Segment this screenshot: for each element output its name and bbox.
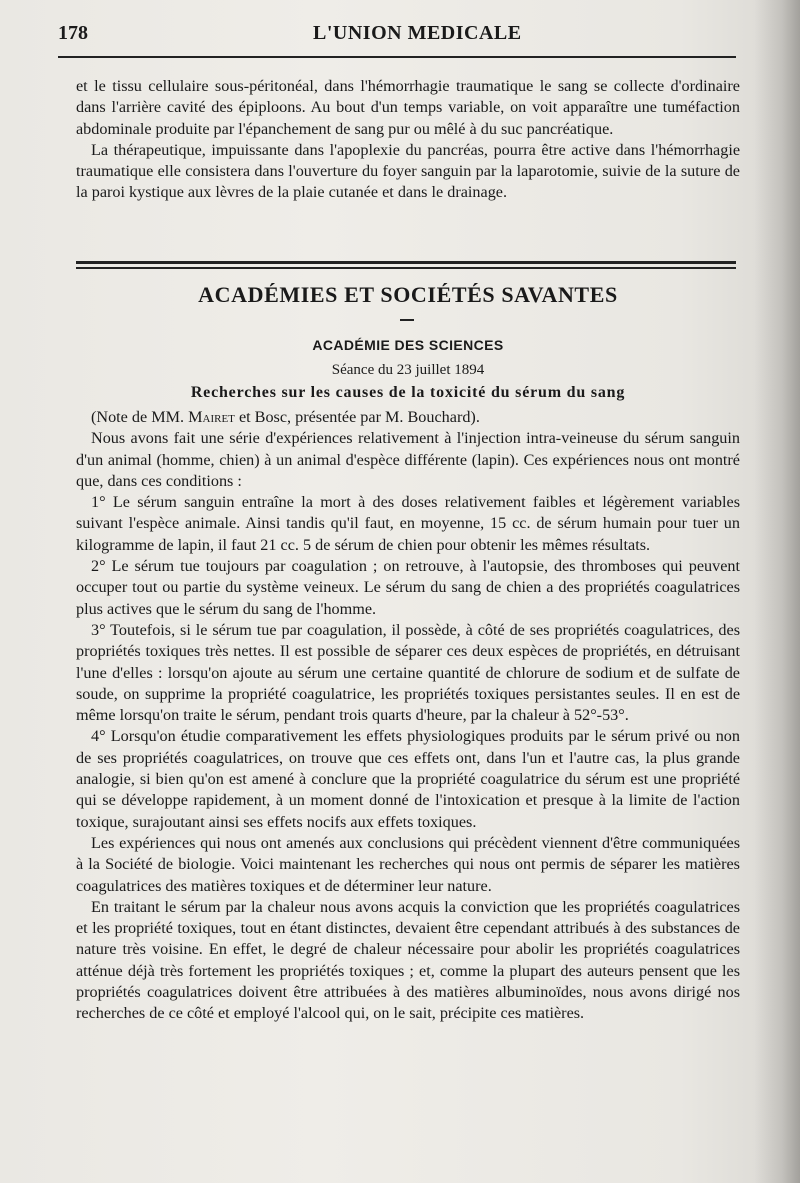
journal-title: L'UNION MEDICALE [313,22,522,44]
paragraph: et le tissu cellulaire sous-péritonéal, dans l'hémorrhagie traumatique le sang se collecte d'ordinaire dans l'arrière cavité des épiploons. Au bout d'un temps variable, on voit apparaître une tuméfaction abdominale produite par l'épanchement de sang pur ou mêlé à du suc pancréatique. [76,77,740,138]
section-rule-thick [76,261,736,264]
paragraph: 4° Lorsqu'on étudie comparativement les effets physiologiques produits par le sérum privé ou non de ses propriétés coagulatrices, on trouve que ces effets ont, dans l'un et l'autre cas, la plus grande analogie, si bien qu'on est amené à conclure que la propriété coagulatrice du sérum est une propriété qui se développe rapidement, à un moment donné de l'intoxication et presque à la limite de l'action toxique, surajoutant ainsi ses effets nocifs aux effets toxiques. [76,727,740,831]
paragraph: En traitant le sérum par la chaleur nous avons acquis la conviction que les propriétés coagulatrices et les propriété toxiques, tout en étant distinctes, devaient être cependant attribués à des substances de nature très voisine. En effet, le degré de chaleur nécessaire pour abolir les propriétés coagulatrices atténue déjà très fortement les propriétés toxiques ; et, comme la plupart des auteurs pensent que les propriétés coagulatrices doivent être attribuées à des matières albuminoïdes, nous avons dirigé nos recherches de ce côté et employé l'alcool qui, on le sait, précipite ces matières. [76,897,740,1023]
paragraph: Les expériences qui nous ont amenés aux conclusions qui précèdent viennent d'être communiquées à la Société de biologie. Voici maintenant les recherches qui nous ont permis de séparer les matières coagulatrices des matières toxiques et de déterminer leur nature. [76,833,740,895]
section-heading: ACADÉMIES ET SOCIÉTÉS SAVANTES [198,282,618,307]
paragraph: 2° Le sérum tue toujours par coagulation ; on retrouve, à l'autopsie, des thromboses qui peuvent occuper tout ou partie du système veineux. Le sérum du sang de chien a des propriétés coagulatrices plus actives que le sérum du sang de l'homme. [76,557,740,618]
continued-article-text [76,76,740,204]
paragraph: 1° Le sérum sanguin entraîne la mort à des doses relativement faibles et légèrement variables suivant l'espèce animale. Ainsi tandis qu'il faut, en moyenne, 15 cc. de sérum humain pour tuer un kilogramme de lapin, il faut 21 cc. 5 de sérum de chien pour obtenir les mêmes résultats. [76,493,740,554]
running-header [58,18,738,52]
paragraph: Nous avons fait une série d'expériences relativement à l'injection intra-veineuse du sérum sanguin d'un animal (homme, chien) à un animal d'espèce différente (lapin). Ces expériences nous ont montré que, dans ces conditions : [76,429,740,490]
page-number: 178 [58,22,88,44]
paragraph: La thérapeutique, impuissante dans l'apoplexie du pancréas, pourra être active dans l'hémorrhagie traumatique elle consistera dans l'ouverture du foyer sanguin par la laparotomie, suivie de la suture de la paroi kystique aux lèvres de la plaie cutanée et dans le drainage. [76,140,740,202]
paragraph: 3° Toutefois, si le sérum tue par coagulation, il possède, à côté de ses propriétés coagulatrices, des propriétés toxiques très nettes. Il est possible de séparer ces deux espèces de propriétés, en détruisant l'une d'elles : lorsqu'on ajoute au sérum une certaine quantité de chlorure de sodium et de sulfate de soude, on supprime la propriété coagulatrice, les propriétés toxiques persistantes seules. Il en est de même lorsqu'on traite le sérum, pendant trois quarts d'heure, par la chaleur à 52°-53°. [76,620,740,725]
header-rule [58,56,736,58]
academy-subheading: ACADÉMIE DES SCIENCES [312,337,504,353]
note-prefix: (Note de MM. [91,408,189,426]
seance-date: Séance du 23 juillet 1894 [331,362,485,378]
author-note [76,407,740,428]
heading-dash [400,319,414,321]
note-author: Mairet [188,408,235,426]
note-suffix: et Bosc, présentée par M. Bouchard). [234,408,480,426]
section-rule-thin [76,267,736,269]
page-edge-shadow [754,0,800,1183]
article-body [76,407,740,1025]
article-title: Recherches sur les causes de la toxicité du sérum du sang [190,384,626,401]
